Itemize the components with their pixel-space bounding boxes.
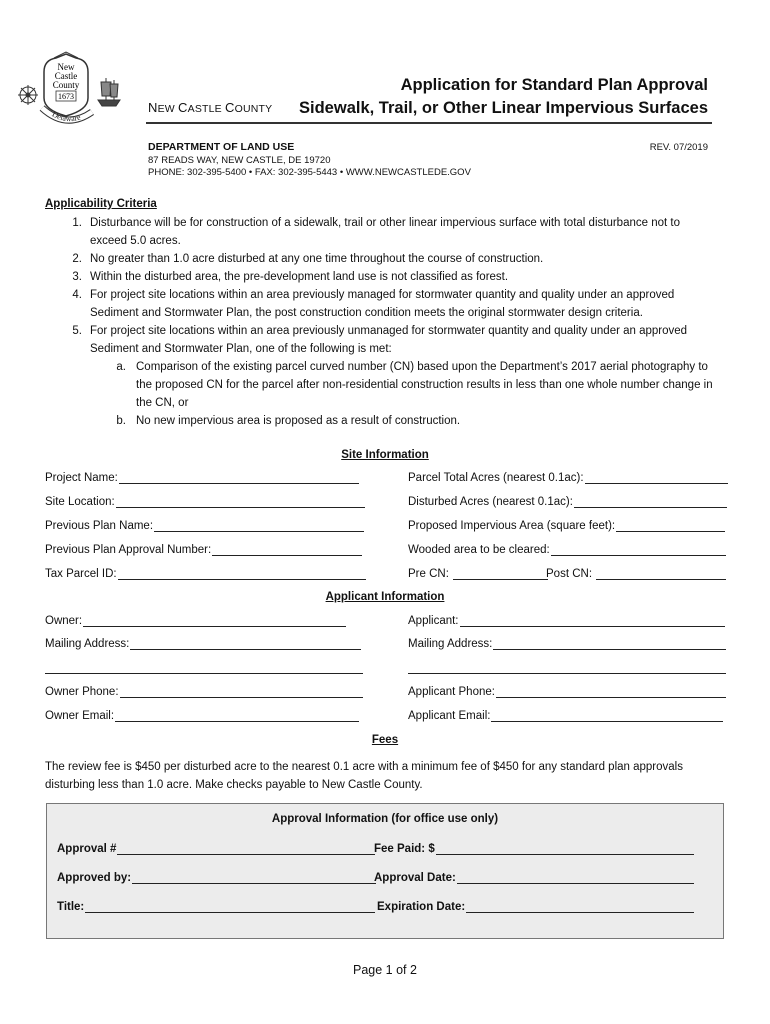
criteria-number: 2. <box>72 253 82 265</box>
seal-text: Castle <box>54 71 78 81</box>
fees-title: Fees <box>371 734 399 746</box>
applicant-mailing-address-line2[interactable] <box>408 662 726 674</box>
owner-phone-field[interactable]: Owner Phone: <box>45 686 363 698</box>
form-subtitle: Sidewalk, Trail, or Other Linear Impervious Surfaces <box>299 99 708 117</box>
wooded-area-field[interactable]: Wooded area to be cleared: <box>408 544 726 556</box>
criteria-subline <box>45 358 735 376</box>
previous-approval-number-field[interactable]: Previous Plan Approval Number: <box>45 544 362 556</box>
criteria-line <box>45 268 735 286</box>
criteria-line <box>45 304 735 322</box>
criteria-subnumber: a. <box>116 361 126 373</box>
criteria-subnumber <box>45 394 136 412</box>
criteria-line <box>45 250 735 268</box>
criteria-number: 1. <box>72 217 82 229</box>
approval-date-field[interactable]: Approval Date: <box>374 872 694 884</box>
criteria-subline <box>45 412 735 430</box>
criteria-text: Disturbance will be for construction of a sidewalk, trail or other linear impervious surface with total disturbance not to <box>90 217 680 229</box>
applicant-phone-field[interactable]: Applicant Phone: <box>408 686 726 698</box>
site-info-title: Site Information <box>341 449 429 461</box>
criteria-number <box>45 304 90 322</box>
applicant-info-title: Applicant Information <box>325 591 445 603</box>
owner-mailing-address-line2[interactable] <box>45 662 363 674</box>
county-name: NEW CASTLE COUNTY <box>148 100 273 115</box>
county-seal-logo <box>14 50 124 145</box>
criteria-subtext: the proposed CN for the parcel after non-residential construction results in less than one whole number change in <box>136 379 713 391</box>
criteria-text: For project site locations within an area previously managed for stormwater quantity and quality under an approved <box>90 289 675 301</box>
criteria-line <box>45 322 735 340</box>
form-title: Application for Standard Plan Approval <box>400 76 708 94</box>
seal-ribbon: Delaware <box>50 109 82 124</box>
header-divider <box>146 122 712 124</box>
criteria-line <box>45 340 735 358</box>
criteria-number <box>45 340 90 358</box>
page-number: Page 1 of 2 <box>353 963 417 977</box>
disturbed-acres-field[interactable]: Disturbed Acres (nearest 0.1ac): <box>408 496 727 508</box>
owner-email-field[interactable]: Owner Email: <box>45 710 359 722</box>
site-location-field[interactable]: Site Location: <box>45 496 365 508</box>
seal-text: New <box>57 62 75 72</box>
criteria-text: No greater than 1.0 acre disturbed at any one time throughout the course of construction. <box>90 253 544 265</box>
approval-number-field[interactable]: Approval # <box>57 843 375 855</box>
criteria-number: 3. <box>72 271 82 283</box>
project-name-field[interactable]: Project Name: <box>45 472 359 484</box>
tax-parcel-id-field[interactable]: Tax Parcel ID: <box>45 568 366 580</box>
criteria-subnumber: b. <box>116 415 126 427</box>
fee-paid-field[interactable]: Fee Paid: $ <box>374 843 694 855</box>
office-use-title: Approval Information (for office use only) <box>271 813 499 825</box>
criteria-line <box>45 286 735 304</box>
owner-mailing-address-field[interactable]: Mailing Address: <box>45 638 361 650</box>
criteria-text: Within the disturbed area, the pre-development land use is not classified as forest. <box>90 271 509 283</box>
post-cn-field[interactable]: Post CN: <box>546 568 726 580</box>
applicability-title: Applicability Criteria <box>45 198 157 210</box>
department-address: 87 READS WAY, NEW CASTLE, DE 19720 PHONE: 302-395-5400 • FAX: 302-395-5443 • WWW.NEWCASTLEDE.GOV <box>148 155 471 178</box>
criteria-number: 4. <box>72 289 82 301</box>
fees-description: The review fee is $450 per disturbed acre to the nearest 0.1 acre with a minimum fee of $450 for any standard plan approvals disturbing less than 1.0 acre. Make checks payable to New Castle County. <box>45 761 683 791</box>
department-name: DEPARTMENT OF LAND USE <box>148 141 295 153</box>
expiration-date-field[interactable]: Expiration Date: <box>377 901 694 913</box>
criteria-subline <box>45 376 735 394</box>
owner-field[interactable]: Owner: <box>45 615 346 627</box>
pre-cn-field[interactable]: Pre CN: <box>408 568 548 580</box>
approved-by-field[interactable]: Approved by: <box>57 872 376 884</box>
criteria-line <box>45 232 735 250</box>
criteria-list <box>45 214 735 430</box>
applicant-field[interactable]: Applicant: <box>408 615 725 627</box>
applicant-email-field[interactable]: Applicant Email: <box>408 710 723 722</box>
criteria-subtext: Comparison of the existing parcel curved number (CN) based upon the Department’s 2017 aerial photography to <box>136 361 708 373</box>
criteria-subnumber <box>45 376 136 394</box>
criteria-number: 5. <box>72 325 82 337</box>
title-field[interactable]: Title: <box>57 901 375 913</box>
criteria-text: For project site locations within an area previously unmanaged for stormwater quantity and quality under an approved <box>90 325 688 337</box>
seal-year: 1673 <box>58 92 74 101</box>
criteria-text: exceed 5.0 acres. <box>90 235 181 247</box>
seal-text: County <box>52 80 80 90</box>
criteria-number <box>45 232 90 250</box>
proposed-impervious-field[interactable]: Proposed Impervious Area (square feet): <box>408 520 725 532</box>
parcel-total-acres-field[interactable]: Parcel Total Acres (nearest 0.1ac): <box>408 472 728 484</box>
previous-plan-name-field[interactable]: Previous Plan Name: <box>45 520 364 532</box>
criteria-text: Sediment and Stormwater Plan, the post construction condition meets the original stormwater design criteria. <box>90 307 643 319</box>
applicant-mailing-address-field[interactable]: Mailing Address: <box>408 638 726 650</box>
office-use-box <box>46 803 724 939</box>
criteria-subtext: No new impervious area is proposed as a result of construction. <box>136 415 461 427</box>
criteria-text: Sediment and Stormwater Plan, one of the following is met: <box>90 343 392 355</box>
revision-date: REV. 07/2019 <box>649 142 708 153</box>
criteria-subtext: the CN, or <box>136 397 189 409</box>
criteria-subline <box>45 394 735 412</box>
criteria-line <box>45 214 735 232</box>
